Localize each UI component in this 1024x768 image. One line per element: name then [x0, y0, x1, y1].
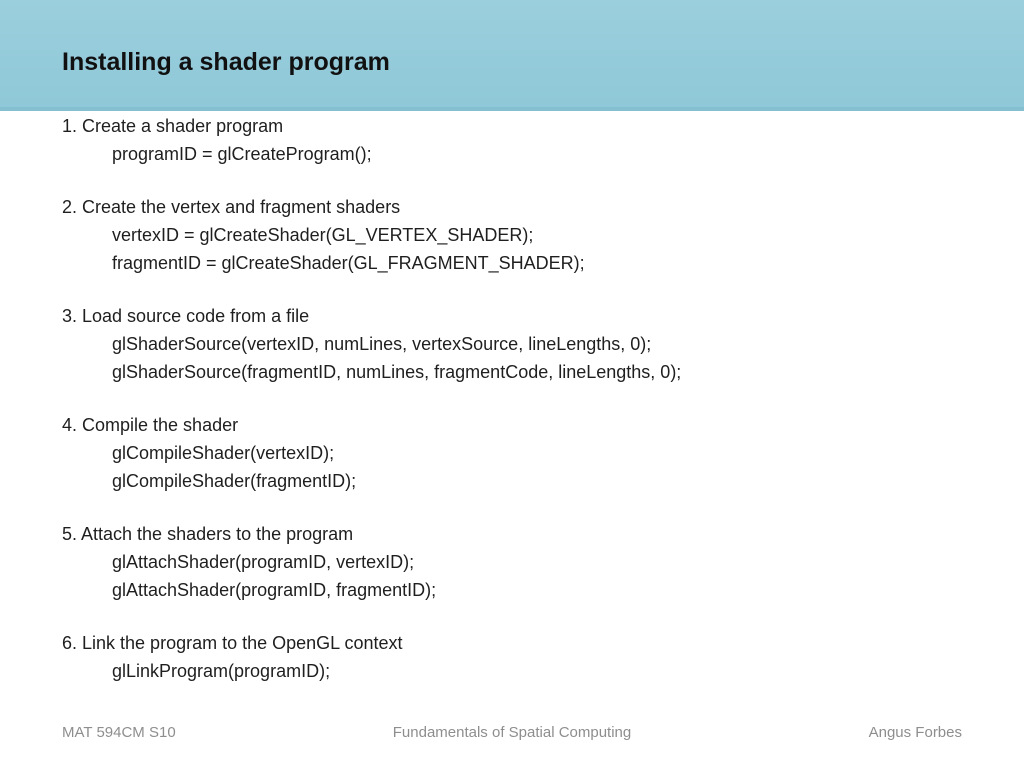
step-heading: 4. Compile the shader — [62, 415, 239, 435]
footer-course-code: MAT 594CM S10 — [62, 724, 176, 741]
title-band — [0, 0, 1024, 107]
step-heading: 3. Load source code from a file — [62, 306, 310, 326]
step-1 — [62, 112, 984, 168]
slide-body — [62, 112, 984, 685]
step-heading: 6. Link the program to the OpenGL context — [62, 633, 403, 653]
step-2 — [62, 193, 984, 277]
code-line: fragmentID = glCreateShader(GL_FRAGMENT_SHADER); — [112, 253, 585, 273]
step-5 — [62, 520, 984, 604]
code-line: glShaderSource(vertexID, numLines, vertexSource, lineLengths, 0); — [112, 334, 652, 354]
step-3 — [62, 302, 984, 386]
footer-course-name: Fundamentals of Spatial Computing — [392, 724, 632, 741]
step-heading: 5. Attach the shaders to the program — [62, 524, 354, 544]
step-heading: 1. Create a shader program — [62, 116, 284, 136]
footer-author: Angus Forbes — [868, 724, 962, 741]
code-line: glAttachShader(programID, fragmentID); — [112, 580, 437, 600]
code-line: glShaderSource(fragmentID, numLines, fragmentCode, lineLengths, 0); — [112, 362, 682, 382]
code-line: programID = glCreateProgram(); — [112, 144, 372, 164]
step-6 — [62, 629, 984, 685]
code-line: glLinkProgram(programID); — [112, 661, 331, 681]
slide-title: Installing a shader program — [62, 48, 390, 76]
code-line: glAttachShader(programID, vertexID); — [112, 552, 415, 572]
slide-footer — [62, 724, 962, 744]
code-line: glCompileShader(vertexID); — [112, 443, 335, 463]
step-4 — [62, 411, 984, 495]
code-line: vertexID = glCreateShader(GL_VERTEX_SHADER); — [112, 225, 534, 245]
title-band-edge — [0, 107, 1024, 111]
code-line: glCompileShader(fragmentID); — [112, 471, 357, 491]
step-heading: 2. Create the vertex and fragment shaders — [62, 197, 401, 217]
